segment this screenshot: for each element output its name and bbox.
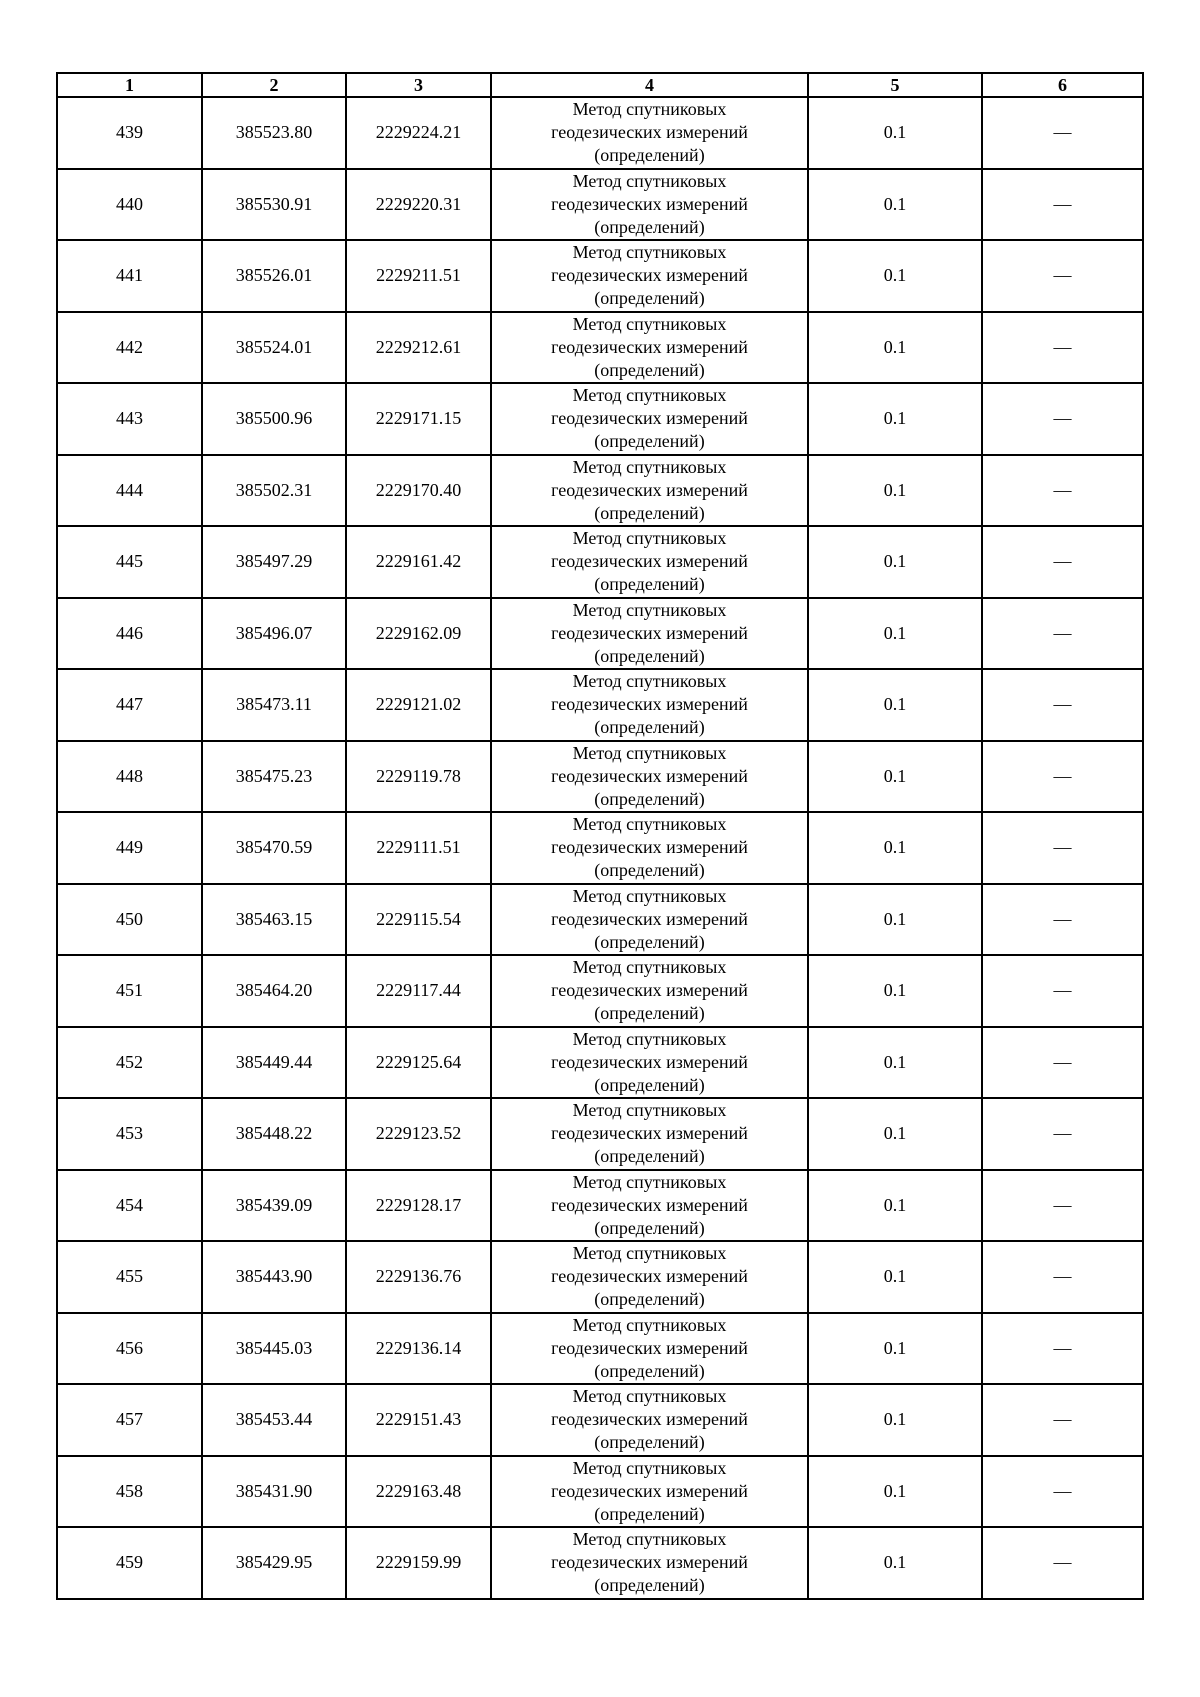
x-coordinate-cell: 385464.20 [202, 955, 346, 1027]
y-coordinate-cell: 2229220.31 [346, 169, 491, 241]
coordinates-table [56, 72, 1144, 1600]
accuracy-cell: 0.1 [808, 812, 982, 884]
x-coordinate-cell: 385530.91 [202, 169, 346, 241]
x-coordinate-cell: 385439.09 [202, 1170, 346, 1242]
accuracy-cell: 0.1 [808, 955, 982, 1027]
note-cell: — [982, 169, 1143, 241]
method-line: (определений) [594, 717, 705, 738]
method-line: геодезических измерений [551, 1480, 748, 1501]
method-cell [491, 1027, 808, 1099]
y-coordinate-cell: 2229171.15 [346, 383, 491, 455]
note-cell: — [982, 526, 1143, 598]
method-line: Метод спутниковых [572, 1529, 727, 1550]
table-row [57, 169, 1143, 241]
point-number-cell: 448 [57, 741, 202, 813]
method-line: Метод спутниковых [572, 1314, 727, 1335]
point-number-cell: 440 [57, 169, 202, 241]
note-cell: — [982, 383, 1143, 455]
method-line: геодезических измерений [551, 1194, 748, 1215]
method-cell [491, 97, 808, 169]
header-col-2: 2 [202, 73, 346, 97]
point-number-cell: 444 [57, 455, 202, 527]
method-cell [491, 455, 808, 527]
table-row [57, 1456, 1143, 1528]
method-line: (определений) [594, 1074, 705, 1095]
method-line: Метод спутниковых [572, 170, 727, 191]
method-line: Метод спутниковых [572, 528, 727, 549]
method-line: (определений) [594, 145, 705, 166]
x-coordinate-cell: 385475.23 [202, 741, 346, 813]
method-line: Метод спутниковых [572, 742, 727, 763]
x-coordinate-cell: 385502.31 [202, 455, 346, 527]
method-cell [491, 1313, 808, 1385]
method-line: геодезических измерений [551, 336, 748, 357]
table-row [57, 1527, 1143, 1599]
method-cell [491, 1170, 808, 1242]
y-coordinate-cell: 2229119.78 [346, 741, 491, 813]
method-line: Метод спутниковых [572, 885, 727, 906]
method-line: Метод спутниковых [572, 814, 727, 835]
table-row [57, 884, 1143, 956]
method-line: (определений) [594, 1432, 705, 1453]
method-line: геодезических измерений [551, 1337, 748, 1358]
accuracy-cell: 0.1 [808, 669, 982, 741]
method-line: Метод спутниковых [572, 599, 727, 620]
y-coordinate-cell: 2229136.76 [346, 1241, 491, 1313]
accuracy-cell: 0.1 [808, 1527, 982, 1599]
table-row [57, 1313, 1143, 1385]
note-cell: — [982, 1527, 1143, 1599]
method-line: геодезических измерений [551, 622, 748, 643]
note-cell: — [982, 240, 1143, 312]
method-line: (определений) [594, 431, 705, 452]
y-coordinate-cell: 2229125.64 [346, 1027, 491, 1099]
method-cell [491, 1384, 808, 1456]
method-line: (определений) [594, 788, 705, 809]
method-line: (определений) [594, 574, 705, 595]
method-line: геодезических измерений [551, 1552, 748, 1573]
x-coordinate-cell: 385473.11 [202, 669, 346, 741]
method-line: Метод спутниковых [572, 385, 727, 406]
y-coordinate-cell: 2229123.52 [346, 1098, 491, 1170]
point-number-cell: 455 [57, 1241, 202, 1313]
note-cell: — [982, 1384, 1143, 1456]
method-line: (определений) [594, 860, 705, 881]
accuracy-cell: 0.1 [808, 526, 982, 598]
method-cell [491, 812, 808, 884]
method-line: геодезических измерений [551, 408, 748, 429]
point-number-cell: 439 [57, 97, 202, 169]
point-number-cell: 456 [57, 1313, 202, 1385]
method-line: Метод спутниковых [572, 1243, 727, 1264]
point-number-cell: 451 [57, 955, 202, 1027]
header-col-6: 6 [982, 73, 1143, 97]
point-number-cell: 458 [57, 1456, 202, 1528]
method-line: геодезических измерений [551, 908, 748, 929]
point-number-cell: 443 [57, 383, 202, 455]
method-cell [491, 669, 808, 741]
accuracy-cell: 0.1 [808, 312, 982, 384]
point-number-cell: 459 [57, 1527, 202, 1599]
method-cell [491, 240, 808, 312]
point-number-cell: 453 [57, 1098, 202, 1170]
table-row [57, 312, 1143, 384]
method-line: геодезических измерений [551, 1123, 748, 1144]
method-line: (определений) [594, 1360, 705, 1381]
x-coordinate-cell: 385524.01 [202, 312, 346, 384]
point-number-cell: 446 [57, 598, 202, 670]
table-row [57, 383, 1143, 455]
x-coordinate-cell: 385431.90 [202, 1456, 346, 1528]
note-cell: — [982, 1313, 1143, 1385]
method-line: (определений) [594, 1217, 705, 1238]
note-cell: — [982, 1241, 1143, 1313]
method-line: геодезических измерений [551, 765, 748, 786]
table-row [57, 598, 1143, 670]
accuracy-cell: 0.1 [808, 383, 982, 455]
accuracy-cell: 0.1 [808, 1170, 982, 1242]
point-number-cell: 449 [57, 812, 202, 884]
method-line: геодезических измерений [551, 551, 748, 572]
accuracy-cell: 0.1 [808, 598, 982, 670]
y-coordinate-cell: 2229170.40 [346, 455, 491, 527]
table-row [57, 1384, 1143, 1456]
x-coordinate-cell: 385445.03 [202, 1313, 346, 1385]
header-row [57, 73, 1143, 97]
table-row [57, 1027, 1143, 1099]
table-row [57, 1241, 1143, 1313]
method-line: Метод спутниковых [572, 671, 727, 692]
note-cell: — [982, 455, 1143, 527]
method-line: Метод спутниковых [572, 99, 727, 120]
accuracy-cell: 0.1 [808, 169, 982, 241]
method-cell [491, 383, 808, 455]
method-line: (определений) [594, 359, 705, 380]
x-coordinate-cell: 385523.80 [202, 97, 346, 169]
method-cell [491, 312, 808, 384]
y-coordinate-cell: 2229128.17 [346, 1170, 491, 1242]
accuracy-cell: 0.1 [808, 1098, 982, 1170]
point-number-cell: 454 [57, 1170, 202, 1242]
method-line: (определений) [594, 216, 705, 237]
method-cell [491, 741, 808, 813]
note-cell: — [982, 955, 1143, 1027]
method-line: (определений) [594, 1003, 705, 1024]
table-row [57, 240, 1143, 312]
method-line: (определений) [594, 931, 705, 952]
table-row [57, 669, 1143, 741]
method-cell [491, 598, 808, 670]
method-line: Метод спутниковых [572, 1028, 727, 1049]
point-number-cell: 442 [57, 312, 202, 384]
method-line: геодезических измерений [551, 479, 748, 500]
note-cell: — [982, 312, 1143, 384]
point-number-cell: 441 [57, 240, 202, 312]
accuracy-cell: 0.1 [808, 97, 982, 169]
method-line: Метод спутниковых [572, 957, 727, 978]
method-line: геодезических измерений [551, 694, 748, 715]
y-coordinate-cell: 2229111.51 [346, 812, 491, 884]
method-cell [491, 526, 808, 598]
accuracy-cell: 0.1 [808, 741, 982, 813]
header-col-5: 5 [808, 73, 982, 97]
method-line: (определений) [594, 1146, 705, 1167]
method-line: геодезических измерений [551, 122, 748, 143]
note-cell: — [982, 97, 1143, 169]
point-number-cell: 447 [57, 669, 202, 741]
accuracy-cell: 0.1 [808, 884, 982, 956]
y-coordinate-cell: 2229136.14 [346, 1313, 491, 1385]
y-coordinate-cell: 2229211.51 [346, 240, 491, 312]
note-cell: — [982, 1170, 1143, 1242]
note-cell: — [982, 812, 1143, 884]
y-coordinate-cell: 2229159.99 [346, 1527, 491, 1599]
x-coordinate-cell: 385496.07 [202, 598, 346, 670]
method-line: геодезических измерений [551, 837, 748, 858]
x-coordinate-cell: 385500.96 [202, 383, 346, 455]
header-col-4: 4 [491, 73, 808, 97]
method-line: (определений) [594, 1575, 705, 1596]
table-row [57, 1170, 1143, 1242]
note-cell: — [982, 1456, 1143, 1528]
method-line: Метод спутниковых [572, 456, 727, 477]
accuracy-cell: 0.1 [808, 240, 982, 312]
point-number-cell: 452 [57, 1027, 202, 1099]
note-cell: — [982, 1027, 1143, 1099]
table-row [57, 526, 1143, 598]
table-body [57, 97, 1143, 1599]
method-cell [491, 884, 808, 956]
x-coordinate-cell: 385453.44 [202, 1384, 346, 1456]
note-cell: — [982, 1098, 1143, 1170]
point-number-cell: 450 [57, 884, 202, 956]
method-line: Метод спутниковых [572, 1100, 727, 1121]
method-line: геодезических измерений [551, 1051, 748, 1072]
y-coordinate-cell: 2229212.61 [346, 312, 491, 384]
method-line: (определений) [594, 1289, 705, 1310]
x-coordinate-cell: 385448.22 [202, 1098, 346, 1170]
method-cell [491, 1098, 808, 1170]
note-cell: — [982, 884, 1143, 956]
accuracy-cell: 0.1 [808, 1241, 982, 1313]
method-line: (определений) [594, 1503, 705, 1524]
method-line: геодезических измерений [551, 265, 748, 286]
accuracy-cell: 0.1 [808, 1313, 982, 1385]
accuracy-cell: 0.1 [808, 1456, 982, 1528]
note-cell: — [982, 741, 1143, 813]
header-col-1: 1 [57, 73, 202, 97]
method-line: (определений) [594, 502, 705, 523]
point-number-cell: 457 [57, 1384, 202, 1456]
note-cell: — [982, 669, 1143, 741]
accuracy-cell: 0.1 [808, 1384, 982, 1456]
y-coordinate-cell: 2229151.43 [346, 1384, 491, 1456]
x-coordinate-cell: 385429.95 [202, 1527, 346, 1599]
method-line: геодезических измерений [551, 1409, 748, 1430]
y-coordinate-cell: 2229224.21 [346, 97, 491, 169]
y-coordinate-cell: 2229163.48 [346, 1456, 491, 1528]
x-coordinate-cell: 385526.01 [202, 240, 346, 312]
x-coordinate-cell: 385497.29 [202, 526, 346, 598]
x-coordinate-cell: 385449.44 [202, 1027, 346, 1099]
accuracy-cell: 0.1 [808, 455, 982, 527]
y-coordinate-cell: 2229115.54 [346, 884, 491, 956]
method-line: Метод спутниковых [572, 313, 727, 334]
accuracy-cell: 0.1 [808, 1027, 982, 1099]
method-line: геодезических измерений [551, 980, 748, 1001]
x-coordinate-cell: 385463.15 [202, 884, 346, 956]
method-cell [491, 955, 808, 1027]
y-coordinate-cell: 2229162.09 [346, 598, 491, 670]
method-line: (определений) [594, 288, 705, 309]
method-cell [491, 1527, 808, 1599]
table-row [57, 812, 1143, 884]
y-coordinate-cell: 2229161.42 [346, 526, 491, 598]
method-line: (определений) [594, 645, 705, 666]
method-line: геодезических измерений [551, 1266, 748, 1287]
x-coordinate-cell: 385443.90 [202, 1241, 346, 1313]
x-coordinate-cell: 385470.59 [202, 812, 346, 884]
y-coordinate-cell: 2229117.44 [346, 955, 491, 1027]
method-cell [491, 1241, 808, 1313]
table-row [57, 97, 1143, 169]
y-coordinate-cell: 2229121.02 [346, 669, 491, 741]
note-cell: — [982, 598, 1143, 670]
method-line: Метод спутниковых [572, 242, 727, 263]
method-line: Метод спутниковых [572, 1457, 727, 1478]
table-row [57, 1098, 1143, 1170]
table-header [57, 73, 1143, 97]
method-line: Метод спутниковых [572, 1386, 727, 1407]
method-line: Метод спутниковых [572, 1171, 727, 1192]
method-line: геодезических измерений [551, 193, 748, 214]
table-row [57, 455, 1143, 527]
table-row [57, 741, 1143, 813]
table-row [57, 955, 1143, 1027]
method-cell [491, 169, 808, 241]
point-number-cell: 445 [57, 526, 202, 598]
method-cell [491, 1456, 808, 1528]
header-col-3: 3 [346, 73, 491, 97]
